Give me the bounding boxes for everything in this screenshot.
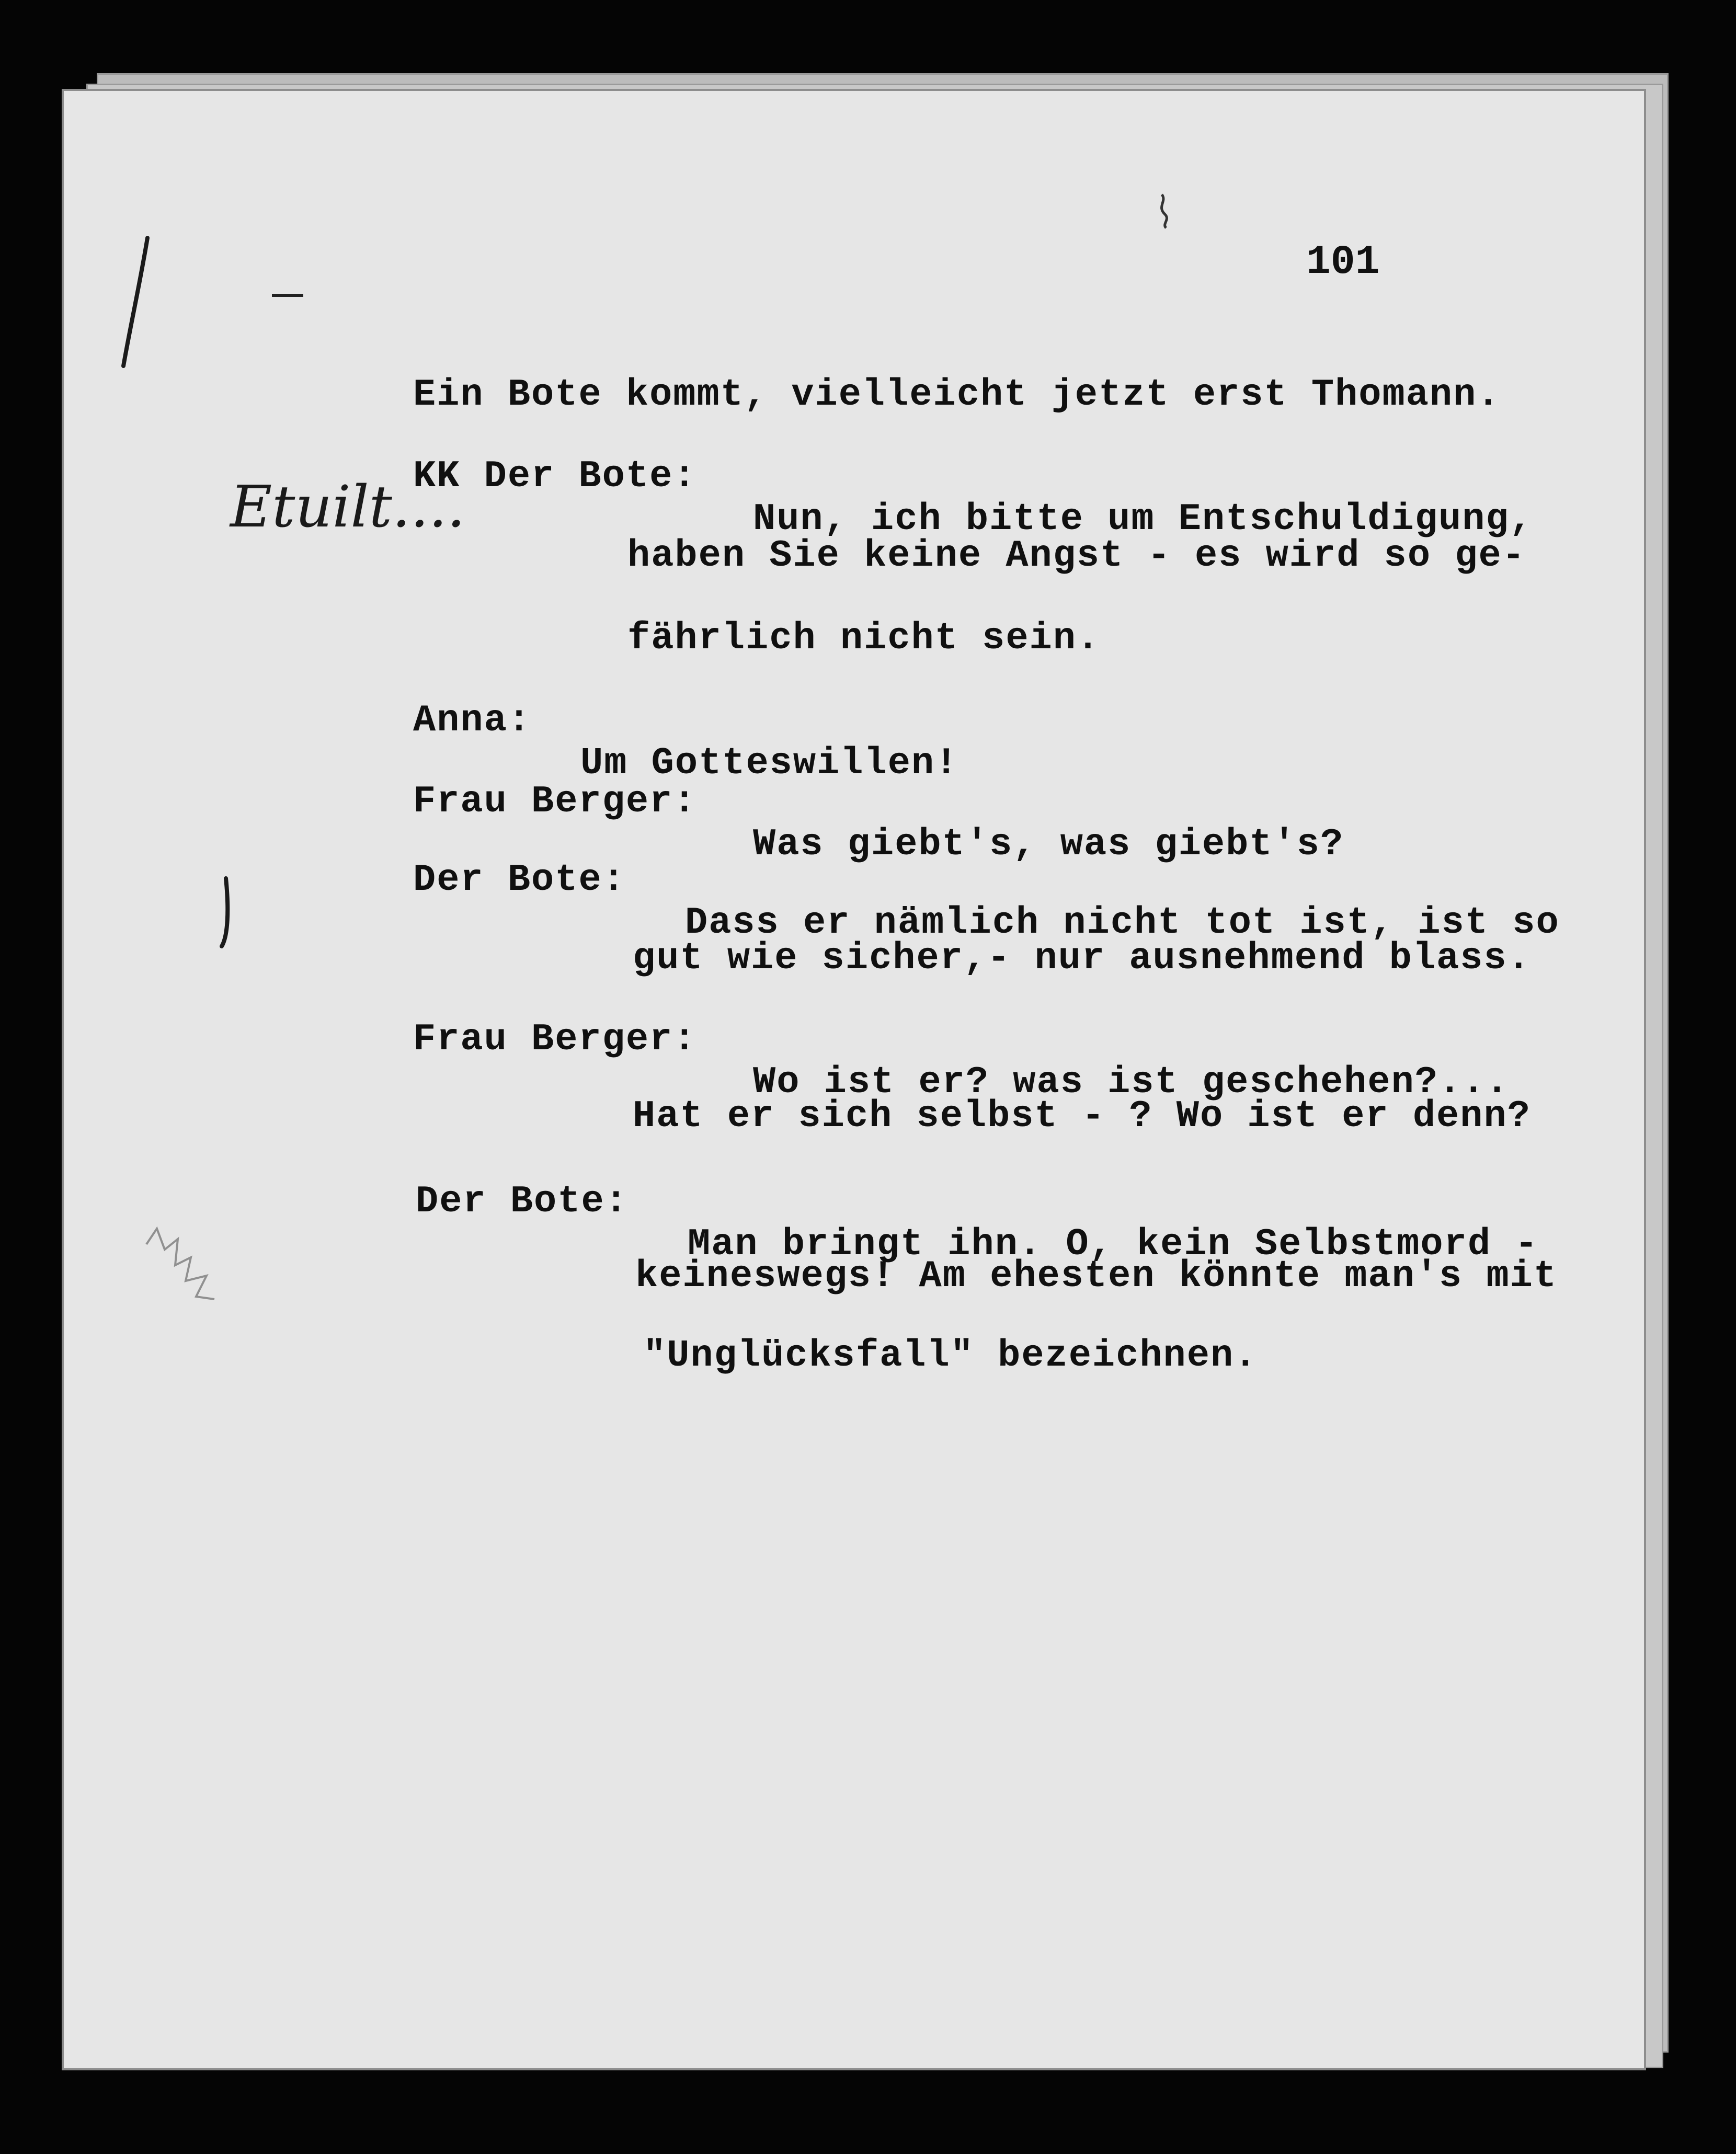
handwritten-note: Etuilt.... xyxy=(230,473,465,540)
script-line-9 xyxy=(413,975,1510,1104)
dialogue-text: haben Sie keine Angst - es wird so ge- xyxy=(627,534,1526,577)
speaker-label: Frau Berger: xyxy=(413,1018,697,1061)
dialogue-text: Man bringt ihn. O, kein Selbstmord - xyxy=(688,1223,1539,1266)
stage-direction: Ein Bote kommt, vielleicht jetzt erst Thomann. xyxy=(413,373,1501,416)
page-number: 101 xyxy=(1306,239,1380,285)
dialogue-text: Hat er sich selbst - ? Wo ist er denn? xyxy=(633,1095,1531,1138)
speaker-label: KK Der Bote: xyxy=(413,455,697,498)
dialogue-text: gut wie sicher,- nur ausnehmend blass. xyxy=(633,937,1531,980)
dialogue-text: Nun, ich bitte um Entschuldigung, xyxy=(753,498,1533,541)
dialogue-text: "Unglücksfall" bezeichnen. xyxy=(643,1334,1258,1377)
dialogue-text: keineswegs! Am ehesten könnte man's mit xyxy=(635,1255,1558,1298)
dialogue-text: Wo ist er? was ist geschehen?... xyxy=(753,1061,1510,1104)
script-line-4 xyxy=(627,574,1101,660)
speaker-label: Anna: xyxy=(413,699,532,742)
script-line-11 xyxy=(416,1137,1539,1266)
speaker-label: Der Bote: xyxy=(416,1180,629,1223)
script-line-13 xyxy=(643,1291,1258,1377)
script-line-1 xyxy=(413,330,1501,416)
dialogue-text: Dass er nämlich nicht tot ist, ist so xyxy=(685,901,1560,944)
speaker-label: Frau Berger: xyxy=(413,780,697,823)
dialogue-text: fährlich nicht sein. xyxy=(627,617,1101,660)
dialogue-text: Was giebt's, was giebt's? xyxy=(753,823,1344,866)
dialogue-text: Um Gotteswillen! xyxy=(580,742,959,785)
speaker-label: Der Bote: xyxy=(413,858,626,901)
